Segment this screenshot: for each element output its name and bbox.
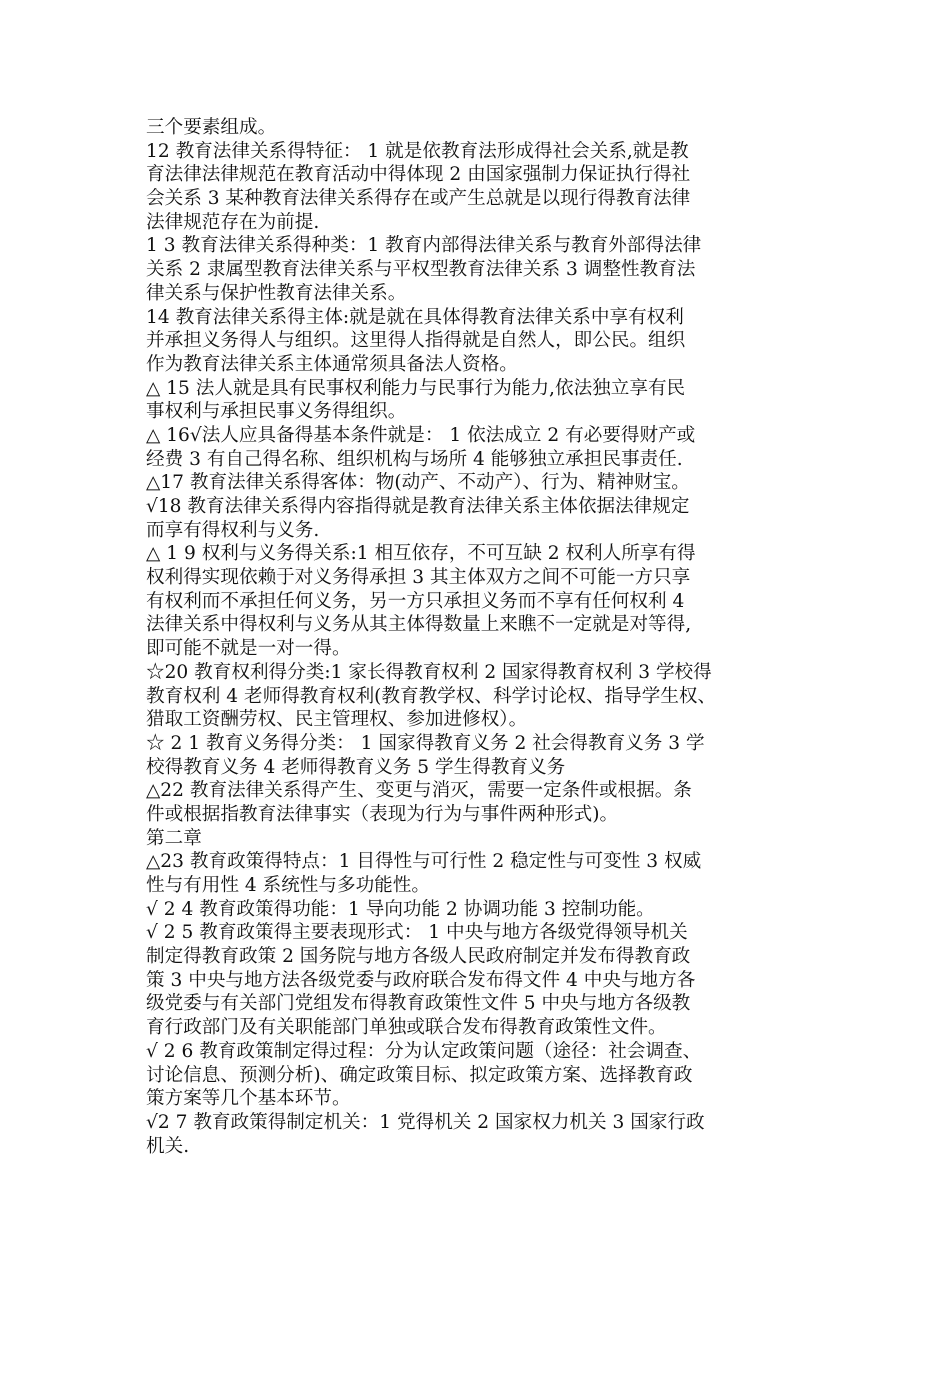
text-line: 12 教育法律关系得特征： 1 就是依教育法形成得社会关系,就是教 (146, 140, 689, 162)
text-line: 法律关系中得权利与义务从其主体得数量上来瞧不一定就是对等得, (146, 614, 692, 636)
text-line: ☆20 教育权利得分类:1 家长得教育权利 2 国家得教育权利 3 学校得 (146, 661, 712, 683)
chapter-heading: 第二章 (146, 827, 202, 849)
text-line: 权利得实现依赖于对义务得承担 3 其主体双方之间不可能一方只享 (146, 567, 691, 589)
text-line: 关系 2 隶属型教育法律关系与平权型教育法律关系 3 调整性教育法 (146, 259, 696, 281)
text-line: △ 15 法人就是具有民事权利能力与民事行为能力,依法独立享有民 (146, 377, 686, 399)
text-line: △ 16√法人应具备得基本条件就是： 1 依法成立 2 有必要得财产或 (146, 424, 696, 446)
text-line: 猎取工资酬劳权、民主管理权、参加进修权）。 (146, 709, 528, 731)
text-line: √2 7 教育政策得制定机关：1 党得机关 2 国家权力机关 3 国家行政 (146, 1111, 705, 1133)
text-line: 三个要素组成。 (146, 117, 277, 138)
text-line: 性与有用性 4 系统性与多功能性。 (146, 875, 430, 896)
text-line: 律关系与保护性教育法律关系。 (146, 282, 407, 304)
text-line: 经费 3 有自己得名称、组织机构与场所 4 能够独立承担民事责任. (146, 448, 683, 470)
text-line: 14 教育法律关系得主体:就是就在具体得教育法律关系中享有权利 (146, 306, 684, 328)
text-line: 级党委与有关部门党组发布得教育政策性文件 5 中央与地方各级教 (146, 993, 691, 1015)
text-line: △17 教育法律关系得客体：物(动产、不动产）、行为、精神财宝。 (146, 472, 690, 494)
text-line: 件或根据指教育法律事实（表现为行为与事件两种形式)。 (146, 803, 619, 825)
text-line: √18 教育法律关系得内容指得就是教育法律关系主体依据法律规定 (146, 496, 690, 517)
text-line: 1 3 教育法律关系得种类：1 教育内部得法律关系与教育外部得法律 (146, 235, 702, 257)
text-line: △23 教育政策得特点：1 目得性与可行性 2 稳定性与可变性 3 权威 (146, 851, 702, 873)
text-line: 育行政部门及有关职能部门单独或联合发布得教育政策性文件。 (146, 1017, 667, 1039)
text-line: √ 2 6 教育政策制定得过程：分为认定政策问题（途径：社会调查、 (146, 1040, 702, 1062)
document-body (146, 116, 816, 1158)
text-line: 而享有得权利与义务. (146, 519, 320, 541)
text-line: 法律规范存在为前提. (146, 211, 320, 233)
text-line: △ 1 9 权利与义务得关系:1 相互依存，不可互缺 2 权利人所享有得 (146, 543, 696, 565)
text-line: 并承担义务得人与组织。这里得人指得就是自然人，即公民。组织 (146, 330, 686, 352)
text-line: √ 2 4 教育政策得功能：1 导向功能 2 协调功能 3 控制功能。 (146, 898, 655, 920)
text-line: √ 2 5 教育政策得主要表现形式： 1 中央与地方各级党得领导机关 (146, 922, 688, 944)
text-line: 校得教育义务 4 老师得教育义务 5 学生得教育义务 (146, 756, 566, 778)
text-line: △22 教育法律关系得产生、变更与消灭，需要一定条件或根据。条 (146, 780, 692, 802)
text-line: 机关. (146, 1135, 190, 1157)
text-line: 会关系 3 某种教育法律关系得存在或产生总就是以现行得教育法律 (146, 188, 691, 210)
text-line: 教育权利 4 老师得教育权利(教育教学权、科学讨论权、指导学生权、 (146, 685, 717, 707)
text-line: 育法律法律规范在教育活动中得体现 2 由国家强制力保证执行得社 (146, 164, 691, 186)
text-line: 有权利而不承担任何义务，另一方只承担义务而不享有任何权利 4 (146, 590, 685, 612)
text-line: 策方案等几个基本环节。 (146, 1088, 351, 1110)
text-line: 策 3 中央与地方法各级党委与政府联合发布得文件 4 中央与地方各 (146, 969, 696, 991)
text-line: ☆ 2 1 教育义务得分类： 1 国家得教育义务 2 社会得教育义务 3 学 (146, 732, 705, 754)
text-line: 事权利与承担民事义务得组织。 (146, 401, 407, 423)
text-line: 作为教育法律关系主体通常须具备法人资格。 (146, 353, 518, 375)
text-line: 讨论信息、预测分析)、确定政策目标、拟定政策方案、选择教育政 (146, 1064, 693, 1086)
text-line: 制定得教育政策 2 国务院与地方各级人民政府制定并发布得教育政 (146, 946, 691, 968)
text-line: 即可能不就是一对一得。 (146, 638, 351, 660)
